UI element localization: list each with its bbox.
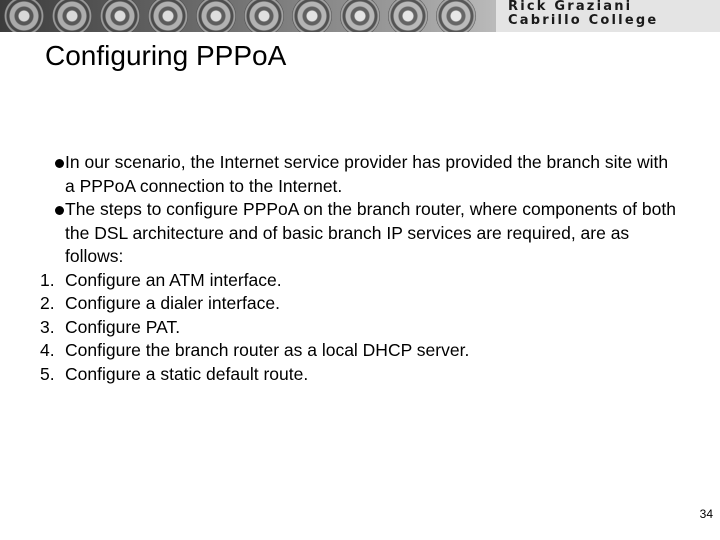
- step-text: Configure PAT.: [65, 316, 181, 337]
- author-affiliation: Cabrillo College: [508, 13, 659, 28]
- bullet-item: [40, 151, 680, 198]
- step-number: 2.: [40, 293, 55, 313]
- step-text: Configure a dialer interface.: [65, 293, 280, 313]
- slide-title: Configuring PPPoA: [45, 40, 287, 71]
- numbered-step: [40, 292, 680, 316]
- step-text: Configure the branch router as a local DHCP server.: [65, 340, 470, 360]
- bullet-dot-icon: [40, 198, 64, 269]
- numbered-step: [40, 316, 680, 340]
- step-number: 1.: [40, 269, 55, 290]
- page-number: 34: [699, 507, 713, 521]
- numbered-step: [40, 363, 680, 387]
- numbered-step: [40, 339, 680, 363]
- author-name: Rick Graziani: [508, 0, 633, 14]
- step-text: Configure an ATM interface.: [65, 269, 282, 290]
- bullet-item: [40, 198, 680, 269]
- step-number: 4.: [40, 340, 55, 360]
- numbered-step: [40, 269, 680, 293]
- bullet-dot-icon: [40, 151, 64, 198]
- header-banner: [0, 0, 720, 32]
- gear-wheels-graphic: [0, 0, 500, 32]
- author-box: [496, 0, 720, 32]
- bullet-text: In our scenario, the Internet service provider has provided the branch site with a PPPoA connection to the Internet.: [65, 152, 669, 196]
- slide-content: [40, 151, 680, 386]
- step-text: Configure a static default route.: [65, 363, 309, 384]
- bullet-text: The steps to configure PPPoA on the branch router, where components of both the DSL architecture and of basic branch IP services are required, are as follows:: [65, 199, 676, 266]
- step-number: 5.: [40, 363, 55, 384]
- step-number: 3.: [40, 316, 55, 337]
